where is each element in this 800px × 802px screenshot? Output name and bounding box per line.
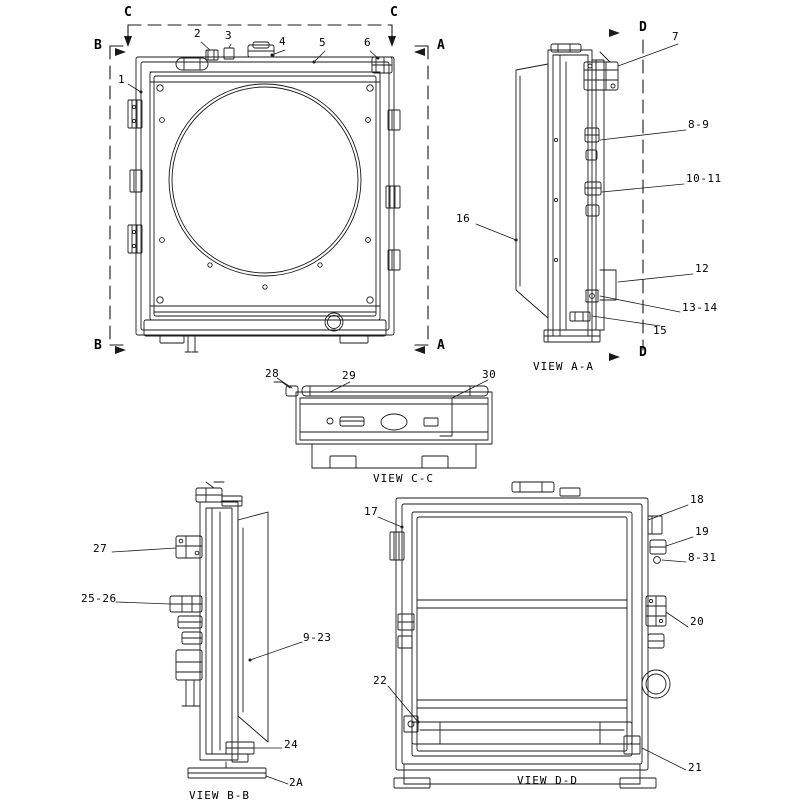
callout-13-14: 13-14: [682, 301, 718, 314]
section-letter: D: [639, 20, 647, 35]
callout-18: 18: [690, 493, 705, 506]
callout-21: 21: [688, 761, 703, 774]
view-label-bb: VIEW B-B: [189, 789, 250, 802]
callout-1: 1: [118, 73, 126, 86]
callout-28: 28: [265, 367, 280, 380]
section-letter: C: [124, 5, 132, 20]
view-label-dd: VIEW D-D: [517, 774, 578, 787]
view-label-cc: VIEW C-C: [373, 472, 434, 485]
callout-7: 7: [672, 30, 680, 43]
section-letter: A: [437, 338, 445, 353]
callout-5: 5: [319, 36, 327, 49]
callout-15: 15: [653, 324, 668, 337]
callout-4: 4: [279, 35, 287, 48]
callout-2A: 2A: [289, 776, 304, 789]
callout-16: 16: [456, 212, 471, 225]
section-letter: D: [639, 345, 647, 360]
callout-20: 20: [690, 615, 705, 628]
callout-29: 29: [342, 369, 357, 382]
callout-17: 17: [364, 505, 379, 518]
callout-27: 27: [93, 542, 108, 555]
section-letter: B: [94, 338, 102, 353]
callout-24: 24: [284, 738, 299, 751]
callout-25-26: 25-26: [81, 592, 117, 605]
view-label-aa: VIEW A-A: [533, 360, 594, 373]
callout-3: 3: [225, 29, 233, 42]
callout-12: 12: [695, 262, 710, 275]
callout-6: 6: [364, 36, 372, 49]
section-letter: A: [437, 38, 445, 53]
callout-9-23: 9-23: [303, 631, 332, 644]
section-letter: B: [94, 38, 102, 53]
callout-8-31: 8-31: [688, 551, 717, 564]
callout-2: 2: [194, 27, 202, 40]
section-letter: C: [390, 5, 398, 20]
callout-8-9: 8-9: [688, 118, 710, 131]
callout-30: 30: [482, 368, 497, 381]
callout-19: 19: [695, 525, 710, 538]
callout-10-11: 10-11: [686, 172, 722, 185]
callout-22: 22: [373, 674, 388, 687]
